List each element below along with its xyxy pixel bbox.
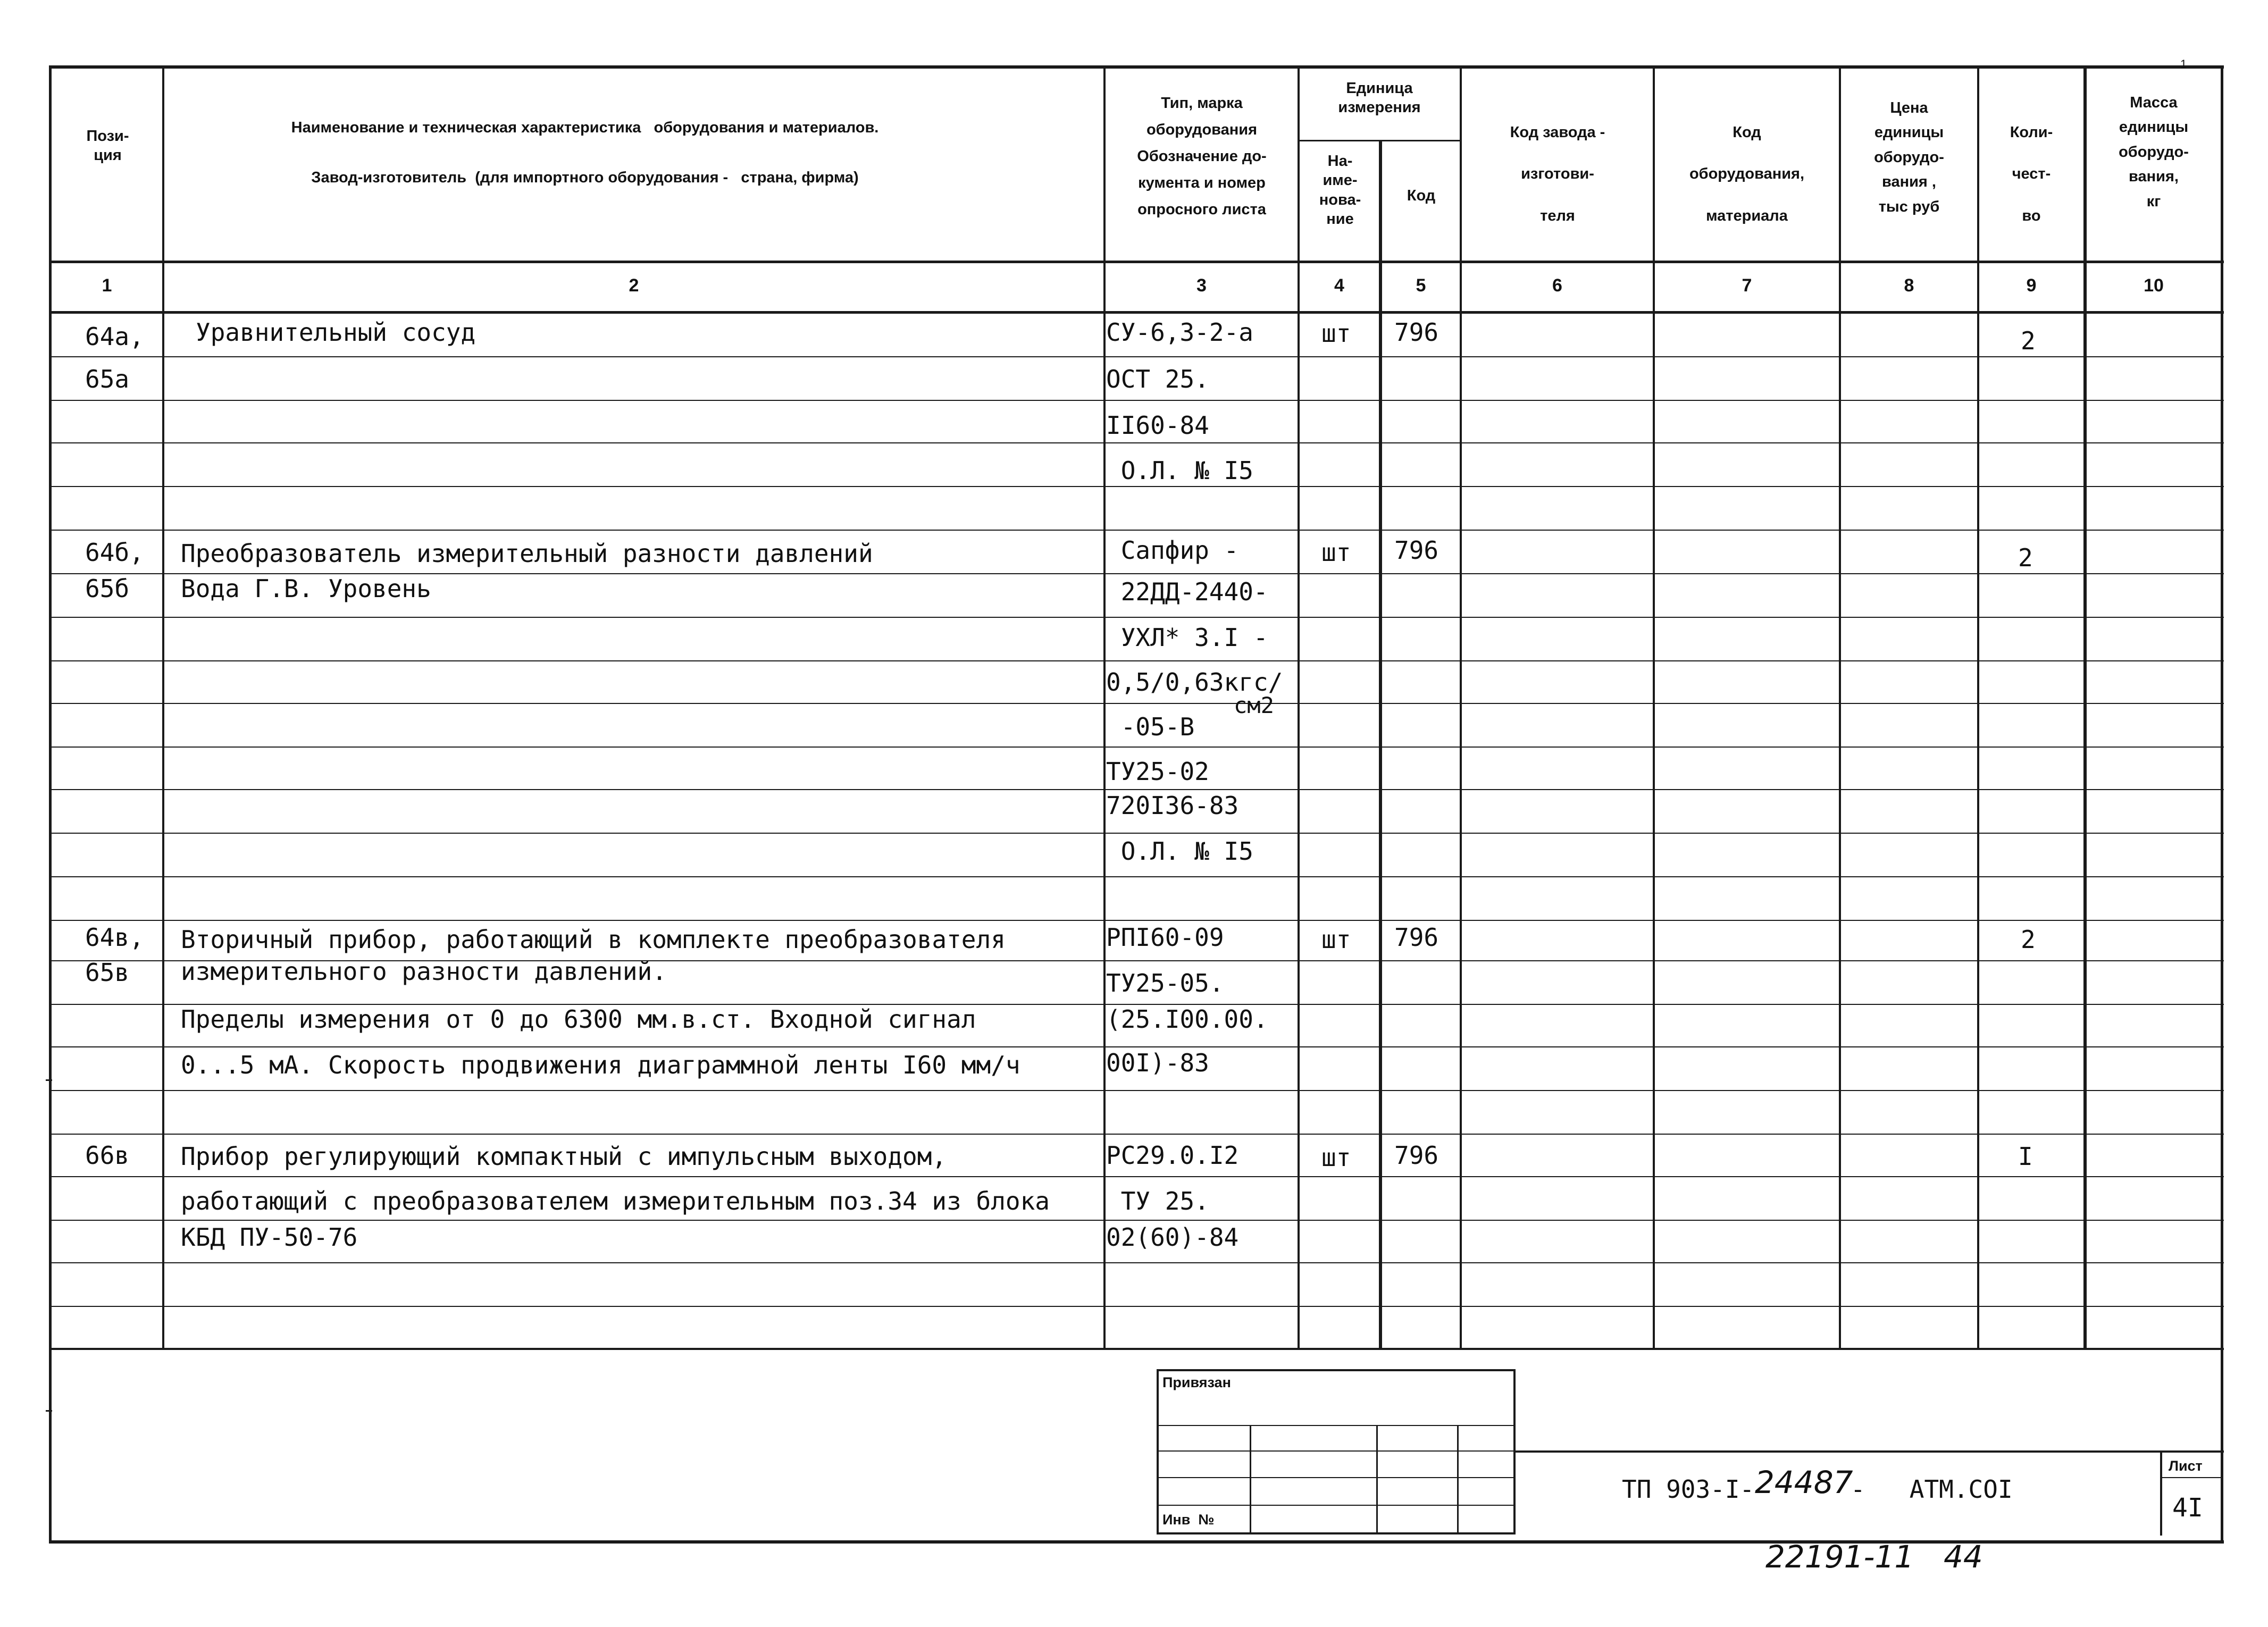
col-number: 5 [1416, 275, 1426, 296]
row-type: (25.I00.00. [1106, 1005, 1268, 1034]
row-line [49, 876, 2224, 877]
row-line [49, 703, 2224, 704]
bottom-handwritten-page: 44 [1944, 1539, 1983, 1575]
stamp-box-left [1157, 1369, 1159, 1534]
col-number: 9 [2026, 275, 2037, 296]
header-position: Пози- ция [86, 128, 129, 164]
row-line [49, 1046, 2224, 1047]
row-position: 65б [85, 574, 130, 603]
col-number: 2 [629, 275, 639, 296]
table-bottom-line [49, 1348, 2224, 1350]
bottom-handwritten-number: 22191-11 [1765, 1539, 1914, 1575]
row-quantity: I [2018, 1142, 2033, 1171]
row-name: Прибор регулирующий компактный с импульсным выходом, [181, 1142, 947, 1171]
row-line [49, 1306, 2224, 1307]
header-price: Цена единицы оборудо- вания , тыс руб [1874, 99, 1944, 215]
edge-tick [46, 1410, 52, 1412]
row-name: КБД ПУ-50-76 [181, 1223, 358, 1252]
row-code: 796 [1394, 536, 1439, 565]
header-name-line1: Наименование и техническая характеристика оборудования и материалов. [291, 119, 879, 136]
doc-prefix: ТП 903-I- [1622, 1475, 1755, 1504]
row-line [49, 1262, 2224, 1263]
row-unit: шт [1321, 319, 1351, 348]
stamp-box-top [1157, 1369, 1516, 1371]
row-type: ТУ 25. [1106, 1187, 1209, 1215]
row-type: -05-В [1106, 712, 1195, 741]
stamp-box-bottom [1157, 1532, 1516, 1534]
row-position: 64б, [85, 538, 144, 567]
row-code: 796 [1394, 318, 1439, 347]
row-unit: шт [1321, 538, 1351, 567]
header-mass: Масса единицы оборудо- вания, кг [2119, 94, 2189, 210]
row-type: ОСТ 25. [1106, 365, 1209, 393]
stamp-privyazan: Привязан [1162, 1374, 1231, 1390]
vline-4 [1379, 140, 1382, 1348]
row-type: Сапфир - [1106, 536, 1239, 565]
row-line [49, 530, 2224, 531]
stamp-inv-number: Инв № [1162, 1512, 1215, 1528]
row-code: 796 [1394, 1141, 1439, 1170]
stamp-row [1157, 1477, 1516, 1478]
vline-7 [1839, 65, 1841, 1348]
frame-right [2221, 65, 2223, 1544]
col-number: 4 [1334, 275, 1344, 296]
row-type-superscript: см2 [1234, 692, 1274, 718]
vline-8 [1977, 65, 1979, 1348]
row-line [49, 486, 2224, 487]
header-factory-code: Код завода - изготови- теля [1510, 124, 1605, 224]
row-line [49, 400, 2224, 401]
header-unit-group: Единица измерения [1338, 80, 1421, 116]
row-position: 64а, [85, 322, 144, 351]
stamp-row [1157, 1450, 1516, 1452]
col-number: 1 [102, 275, 112, 296]
col-number: 6 [1552, 275, 1562, 296]
header-equipment-code: Код оборудования, материала [1689, 124, 1805, 224]
stamp-row [1157, 1505, 1516, 1506]
row-name: измерительного разности давлений. [181, 957, 667, 986]
row-type: СУ-6,3-2-а [1106, 318, 1253, 347]
row-line [49, 747, 2224, 748]
row-name: Вторичный прибор, работающий в комплекте преобразователя [181, 925, 1006, 954]
row-name: Пределы измерения от 0 до 6300 мм.в.ст. Входной сигнал [181, 1005, 976, 1034]
vline-6 [1653, 65, 1655, 1348]
row-position: 65а [85, 365, 130, 393]
row-type: О.Л. № I5 [1106, 456, 1253, 485]
header-name-line2: Завод-изготовитель (для импортного оборудования - страна, фирма) [311, 169, 859, 186]
row-unit: шт [1321, 1143, 1351, 1172]
row-line [49, 789, 2224, 790]
stamp-col [1376, 1425, 1378, 1534]
header-bottom-line [49, 261, 2224, 263]
row-type: О.Л. № I5 [1106, 837, 1253, 866]
row-position: 66в [85, 1141, 130, 1170]
vline-3 [1298, 65, 1300, 1348]
list-label: Лист [2169, 1458, 2203, 1474]
row-type: ТУ25-02 [1106, 757, 1209, 786]
row-line [49, 442, 2224, 443]
vline-9 [2083, 65, 2087, 1348]
row-line [49, 1220, 2224, 1221]
row-name: работающий с преобразователем измерительным поз.34 из блока [181, 1187, 1050, 1215]
row-type: 22ДД-2440- [1106, 577, 1268, 606]
row-quantity: 2 [2021, 326, 2036, 355]
header-quantity: Коли- чест- во [2010, 124, 2053, 224]
row-quantity: 2 [2018, 543, 2033, 572]
row-type: УХЛ* 3.I - [1106, 623, 1268, 652]
col-number: 7 [1742, 275, 1752, 296]
doc-block-top [1513, 1450, 2224, 1453]
corner-mark: 1 [2180, 57, 2187, 71]
row-line [49, 1134, 2224, 1135]
row-type: 02(60)-84 [1106, 1223, 1239, 1252]
doc-handwritten-number: 24487 [1755, 1464, 1853, 1500]
col-number: 10 [2144, 275, 2164, 296]
vline-1 [162, 65, 164, 1348]
stamp-row [1157, 1425, 1516, 1426]
row-unit: шт [1321, 925, 1351, 954]
col-number: 8 [1904, 275, 1914, 296]
row-name: Вода Г.В. Уровень [181, 574, 431, 603]
numbers-bottom-line [49, 311, 2224, 314]
stamp-col [1250, 1425, 1251, 1534]
row-line [49, 920, 2224, 921]
row-type: 720I36-83 [1106, 791, 1239, 820]
frame-top [49, 65, 2224, 69]
row-position: 65в [85, 958, 130, 987]
doc-block-divider [2160, 1450, 2162, 1536]
header-unit-code: Код [1407, 187, 1436, 204]
row-line [49, 833, 2224, 834]
row-line [49, 1176, 2224, 1177]
row-type: II60-84 [1106, 411, 1209, 440]
doc-suffix: - АТМ.СОI [1851, 1475, 2013, 1504]
vline-2 [1103, 65, 1106, 1348]
row-line [49, 660, 2224, 661]
row-type: 00I)-83 [1106, 1049, 1209, 1077]
row-name: Уравнительный сосуд [196, 318, 476, 347]
row-quantity: 2 [2021, 925, 2036, 954]
row-line [49, 1090, 2224, 1091]
row-code: 796 [1394, 923, 1439, 952]
stamp-col [1457, 1425, 1459, 1534]
row-type: РС29.0.I2 [1106, 1141, 1239, 1170]
list-label-line [2160, 1477, 2223, 1478]
header-type: Тип, марка оборудования Обозначение до- кумента и номер опросного листа [1137, 95, 1267, 218]
header-unit-name: На- име- нова- ние [1319, 153, 1361, 228]
row-name: 0...5 мА. Скорость продвижения диаграммной ленты I60 мм/ч [181, 1051, 1020, 1079]
row-type: ТУ25-05. [1106, 969, 1224, 997]
row-type: 0,5/0,63кгс/ [1106, 668, 1283, 697]
edge-tick [46, 1079, 52, 1081]
list-number: 4I [2172, 1493, 2203, 1523]
vline-5 [1460, 65, 1462, 1348]
row-line [49, 617, 2224, 618]
row-type: РПI60-09 [1106, 923, 1224, 952]
row-name: Преобразователь измерительный разности давлений [181, 539, 873, 568]
col-number: 3 [1196, 275, 1207, 296]
row-line [49, 356, 2224, 357]
row-position: 64в, [85, 923, 144, 952]
